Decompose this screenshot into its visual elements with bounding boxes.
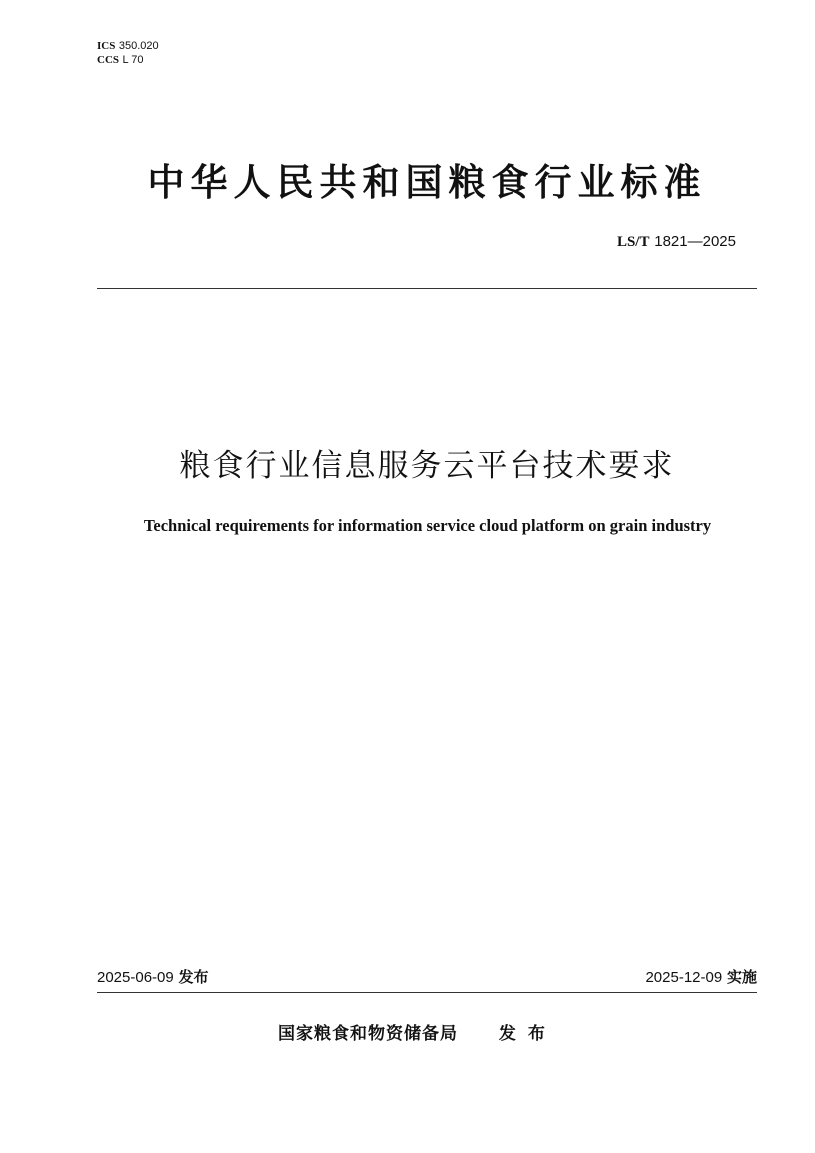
document-title-english: Technical requirements for information service cloud platform on grain industry — [143, 516, 712, 535]
standard-title: 中华人民共和国粮食行业标准 — [147, 161, 707, 204]
implementation-date — [645, 966, 757, 987]
ics-code — [97, 39, 159, 53]
ics-label: ICS — [97, 40, 116, 52]
ccs-label: CCS — [97, 54, 120, 66]
ccs-code — [97, 53, 159, 67]
classification-codes — [97, 39, 159, 67]
standard-number-value: 1821—2025 — [654, 233, 736, 250]
issuing-authority — [278, 1019, 557, 1044]
implementation-date-value: 2025-12-09 — [645, 969, 723, 986]
footer-divider — [97, 992, 757, 993]
header-divider — [97, 288, 757, 289]
implementation-date-label: 实施 — [726, 968, 757, 986]
issue-date-label: 发布 — [178, 968, 209, 986]
issue-date — [97, 966, 209, 987]
standard-prefix: LS/T — [616, 234, 650, 250]
issuer-action: 发布 — [498, 1024, 557, 1044]
ccs-value: L 70 — [122, 54, 144, 66]
document-title-chinese: 粮食行业信息服务云平台技术要求 — [179, 448, 675, 484]
ics-value: 350.020 — [118, 40, 159, 52]
issuer-name: 国家粮食和物资储备局 — [278, 1024, 458, 1044]
issue-date-value: 2025-06-09 — [97, 969, 174, 986]
standard-number — [617, 232, 736, 251]
